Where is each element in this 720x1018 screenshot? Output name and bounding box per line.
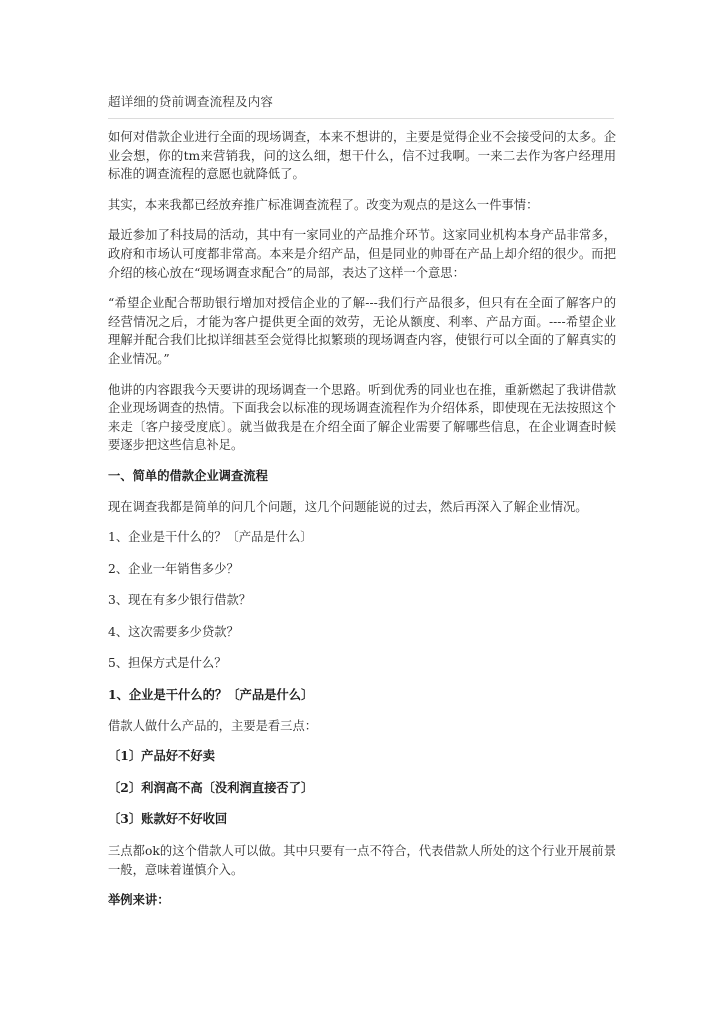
paragraph-change: 其实，本来我都已经放弃推广标准调查流程了。改变为观点的是这么一件事情： (108, 197, 539, 212)
document-body (108, 128, 616, 922)
section-intro: 现在调查我都是简单的问几个问题，这几个问题能说的过去，然后再深入了解企业情况。 (108, 499, 588, 514)
example-heading: 举例来讲： (108, 892, 170, 908)
question-item: 2、企业一年销售多少？ (108, 561, 239, 576)
point-item: 〔1〕产品好不好卖 (108, 748, 215, 764)
paragraph-event: 最近参加了科技局的活动，其中有一家同业的产品推介环节。这家同业机构本身产品非常多，政府和市场认可度都非常高。本来是介绍产品，但是同业的帅哥在产品上却介绍的很少。而把介绍的核心放在“现场调查求配合”的局部，表达了这样一个意思： (108, 228, 616, 280)
sub-intro: 借款人做什么产品的，主要是看三点： (108, 718, 318, 733)
question-item: 1、企业是干什么的？〔产品是什么〕 (108, 530, 313, 545)
title-divider (108, 118, 614, 119)
paragraph-intro: 如何对借款企业进行全面的现场调查，本来不想讲的，主要是觉得企业不会接受问的太多。企业会想，你的tm来营销我，问的这么细，想干什么，信不过我啊。一来二去作为客户经理用标准的调查流程的意愿也就降低了。 (108, 130, 616, 182)
question-item: 3、现在有多少银行借款？ (108, 593, 252, 608)
question-item: 4、这次需要多少贷款？ (108, 624, 239, 639)
point-item: 〔3〕账款好不好收回 (108, 811, 228, 827)
point-item: 〔2〕利润高不高〔没利润直接否了〕 (108, 779, 314, 795)
question-item: 5、担保方式是什么？ (108, 656, 227, 671)
document-title: 超详细的贷前调查流程及内容 (108, 94, 274, 109)
paragraph-conclusion: 三点都ok的这个借款人可以做。其中只要有一点不符合，代表借款人所处的这个行业开展前景一般，意味着谨慎介入。 (108, 844, 616, 877)
section-heading: 一、简单的借款企业调查流程 (108, 467, 268, 483)
paragraph-quote: “希望企业配合帮助银行增加对授信企业的了解---我们行产品很多，但只有在全面了解客户的经营情况之后，才能为客户提供更全面的效劳，无论从额度、利率、产品方面。----希望企业理解并配合我们比拟详细甚至会觉得比拟繁琐的现场调查内容，使银行可以全面的了解真实的企业情况。” (108, 296, 616, 366)
sub-heading: 1、企业是干什么的？〔产品是什么〕 (108, 687, 314, 703)
paragraph-approach: 他讲的内容跟我今天要讲的现场调查一个思路。听到优秀的同业也在推，重新燃起了我讲借款企业现场调查的热情。下面我会以标准的现场调查流程作为介绍体系，即使现在无法按照这个来走〔客户接受度底〕。就当做我是在介绍全面了解企业需要了解哪些信息，在企业调查时候要逐步把这些信息补足。 (108, 382, 616, 453)
